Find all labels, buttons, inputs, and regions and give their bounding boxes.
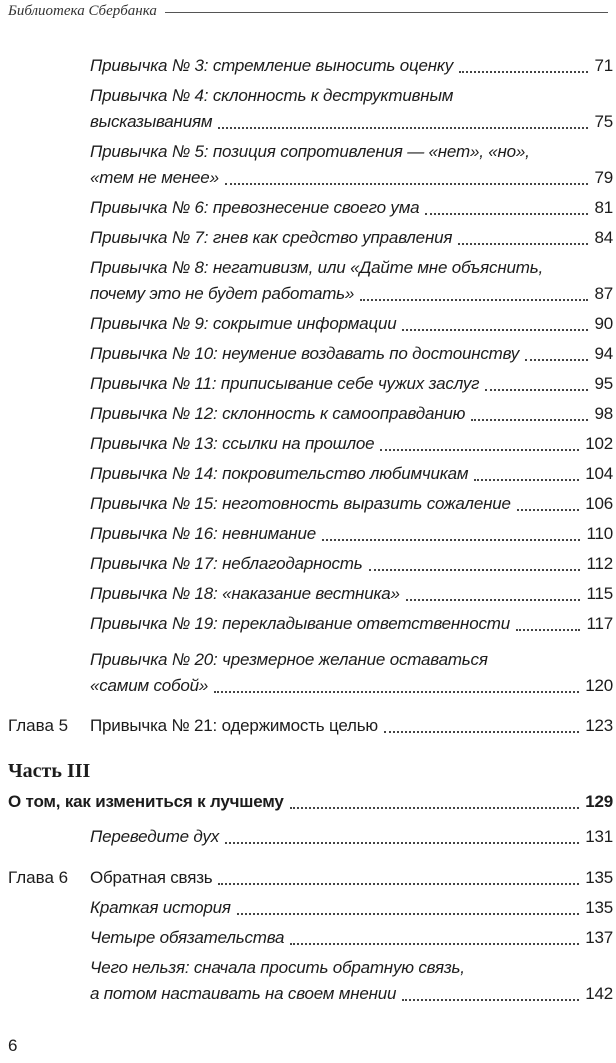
part-3-heading: Часть III <box>8 760 91 782</box>
toc-entry-title: Обратная связь <box>90 868 213 887</box>
page-number: 6 <box>8 1036 18 1055</box>
toc-entry-page: 104 <box>585 464 613 483</box>
toc-entry-page: 81 <box>594 198 613 217</box>
toc-entry-title: Переведите дух <box>90 827 220 846</box>
toc-entry-title: Привычка № 9: сокрытие информации <box>90 314 397 333</box>
dot-leader <box>402 999 579 1001</box>
toc-entry-line: Привычка № 20: чрезмерное желание оставаться <box>90 650 488 669</box>
toc-entry-page: 120 <box>585 676 613 695</box>
toc-entry-habit[interactable] <box>90 461 613 487</box>
toc-entry-habit[interactable] <box>90 647 613 699</box>
toc-entry-title: Привычка № 7: гнев как средство управления <box>90 228 453 247</box>
toc-entry-title: Привычка № 10: неумение воздавать по достоинству <box>90 344 520 363</box>
toc-entry-title: «тем не менее» <box>90 168 219 187</box>
dot-leader <box>459 71 588 73</box>
toc-entry-title: Привычка № 14: покровительство любимчикам <box>90 464 469 483</box>
toc-entry-line: Чего нельзя: сначала просить обратную связь, <box>90 958 465 977</box>
dot-leader <box>380 449 579 451</box>
toc-entry-title: Привычка № 19: перекладывание ответственности <box>90 614 510 633</box>
toc-entry-page: 129 <box>585 792 613 811</box>
toc-entry-page: 135 <box>585 898 613 917</box>
toc-entry-line: Привычка № 5: позиция сопротивления — «нет», «но», <box>90 142 530 161</box>
toc-entry-title: Привычка № 18: «наказание вестника» <box>90 584 400 603</box>
toc-entry-page: 102 <box>585 434 613 453</box>
toc-entry-title: Привычка № 17: неблагодарность <box>90 554 363 573</box>
toc-entry-page: 90 <box>594 314 613 333</box>
toc-entry-habit[interactable] <box>90 225 613 251</box>
toc-entry-title: Четыре обязательства <box>90 928 285 947</box>
toc-entry-page: 84 <box>594 228 613 247</box>
toc-entry-page: 106 <box>585 494 613 513</box>
toc-entry-section[interactable] <box>90 955 613 1007</box>
toc-entry-title: Привычка № 11: приписывание себе чужих заслуг <box>90 374 480 393</box>
dot-leader <box>369 569 581 571</box>
toc-entry-page: 110 <box>586 524 613 543</box>
toc-entry-page: 137 <box>585 928 613 947</box>
toc-entry-title: Привычка № 13: ссылки на прошлое <box>90 434 375 453</box>
toc-entry-title: Привычка № 16: невнимание <box>90 524 316 543</box>
toc-entry-page: 75 <box>594 112 613 131</box>
dot-leader <box>322 539 581 541</box>
toc-entry-page: 135 <box>585 868 613 887</box>
toc-entry-habit[interactable] <box>90 255 613 307</box>
toc-entry-page: 94 <box>594 344 613 363</box>
toc-entry-page: 87 <box>594 284 613 303</box>
toc-entry-habit[interactable] <box>90 341 613 367</box>
toc-entry-part-3[interactable] <box>8 789 613 815</box>
toc-entry-habit[interactable] <box>90 491 613 517</box>
toc-entry-title: Привычка № 12: склонность к самооправданию <box>90 404 466 423</box>
toc-entry-page: 98 <box>594 404 613 423</box>
toc-entry-habit[interactable] <box>90 611 613 637</box>
toc-entry-line: Привычка № 4: склонность к деструктивным <box>90 86 454 105</box>
dot-leader <box>218 127 588 129</box>
toc-entry-page: 71 <box>594 56 613 75</box>
chapter-6-label: Глава 6 <box>8 868 69 887</box>
dot-leader <box>218 883 579 885</box>
toc-entry-page: 131 <box>585 827 613 846</box>
toc-entry-chapter-5[interactable] <box>90 713 613 739</box>
dot-leader <box>474 479 579 481</box>
dot-leader <box>406 599 581 601</box>
toc-entry-page: 123 <box>585 716 613 735</box>
toc-entry-habit[interactable] <box>90 431 613 457</box>
toc-entry-habit[interactable] <box>90 371 613 397</box>
toc-entry-section[interactable] <box>90 925 613 951</box>
toc-entry-page: 95 <box>594 374 613 393</box>
dot-leader <box>485 389 588 391</box>
toc-entry-page: 115 <box>586 584 613 603</box>
toc-entry-habit[interactable] <box>90 521 613 547</box>
toc-entry-title: Краткая история <box>90 898 231 917</box>
dot-leader <box>458 243 588 245</box>
dot-leader <box>516 629 580 631</box>
dot-leader <box>471 419 588 421</box>
dot-leader <box>225 183 589 185</box>
toc-entry-page: 142 <box>585 984 613 1003</box>
dot-leader <box>384 731 579 733</box>
dot-leader <box>517 509 579 511</box>
dot-leader <box>214 691 579 693</box>
toc-entry-title: высказываниям <box>90 112 213 131</box>
header-rule <box>165 12 608 13</box>
dot-leader <box>225 842 579 844</box>
toc-entry-habit[interactable] <box>90 139 613 191</box>
dot-leader <box>525 359 588 361</box>
toc-entry-habit[interactable] <box>90 53 613 79</box>
toc-entry-habit[interactable] <box>90 551 613 577</box>
toc-entry-habit[interactable] <box>90 311 613 337</box>
toc-entry-section[interactable] <box>90 895 613 921</box>
dot-leader <box>290 807 580 809</box>
toc-entry-title: О том, как измениться к лучшему <box>8 792 284 811</box>
dot-leader <box>290 943 579 945</box>
toc-entry-habit[interactable] <box>90 83 613 135</box>
dot-leader <box>402 329 588 331</box>
toc-entry-title: почему это не будет работать» <box>90 284 355 303</box>
toc-entry-habit[interactable] <box>90 581 613 607</box>
dot-leader <box>425 213 588 215</box>
toc-entry-page: 112 <box>586 554 613 573</box>
toc-entry-page: 117 <box>586 614 613 633</box>
dot-leader <box>237 913 579 915</box>
toc-entry-line: Привычка № 8: негативизм, или «Дайте мне объяснить, <box>90 258 543 277</box>
toc-entry-title: Привычка № 6: превознесение своего ума <box>90 198 420 217</box>
toc-entry-title: Привычка № 15: неготовность выразить сожаление <box>90 494 511 513</box>
toc-entry-title: а потом настаивать на своем мнении <box>90 984 397 1003</box>
chapter-5-label: Глава 5 <box>8 716 69 735</box>
toc-entry-habit[interactable] <box>90 401 613 427</box>
toc-entry-title: «самим собой» <box>90 676 209 695</box>
toc-entry-habit[interactable] <box>90 195 613 221</box>
dot-leader <box>360 299 588 301</box>
toc-entry-page: 79 <box>594 168 613 187</box>
toc-entry-title: Привычка № 3: стремление выносить оценку <box>90 56 454 75</box>
running-header <box>8 0 608 22</box>
toc-entry-chapter-6[interactable] <box>90 865 613 891</box>
toc-entry-part-3-intro[interactable] <box>90 824 613 850</box>
toc-entry-title: Привычка № 21: одержимость целью <box>90 716 378 735</box>
running-header-title: Библиотека Сбербанка <box>8 2 157 19</box>
